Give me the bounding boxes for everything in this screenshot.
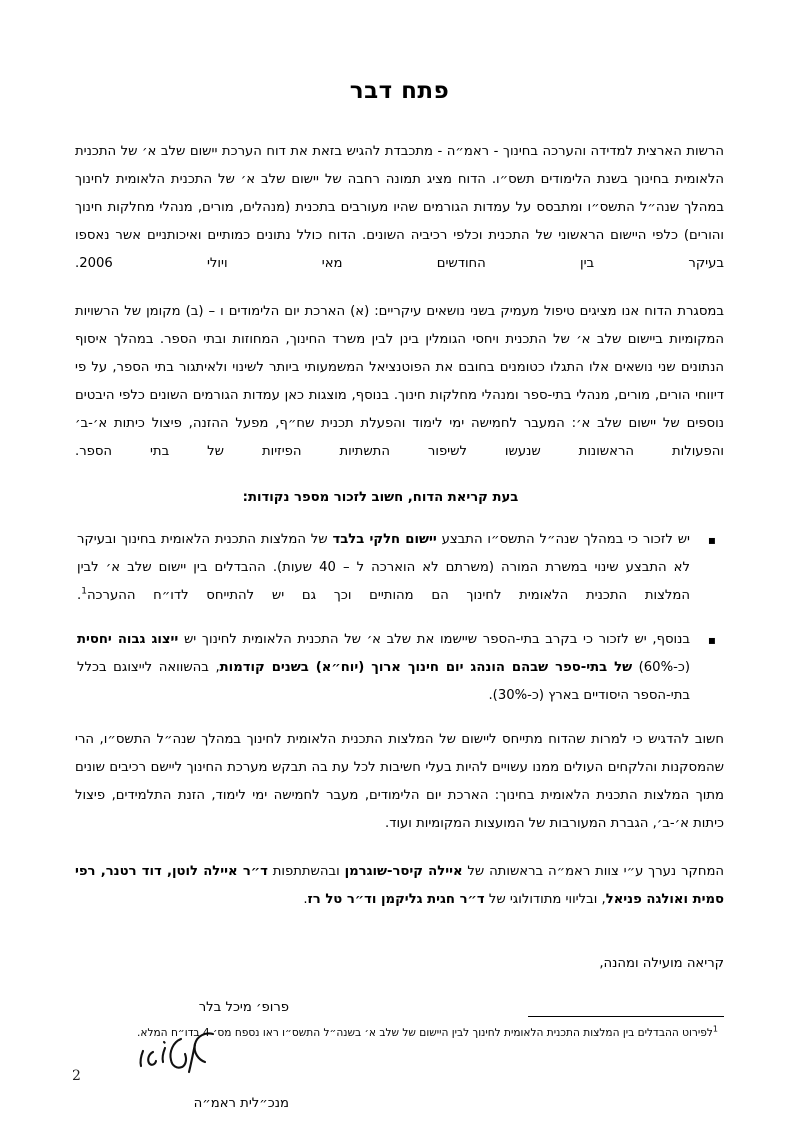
body-text: ובהשתתפות — [267, 864, 345, 879]
page-number: 2 — [72, 1068, 81, 1084]
footnote-separator — [528, 1016, 724, 1017]
closing-greeting-row — [75, 950, 724, 978]
page-title: פתח דבר — [349, 78, 450, 104]
emphasis-text: ייצוג גבוה יחסית — [77, 632, 179, 647]
emphasis-text: ד״ר איילה לוטן, דוד רטנר, רפי סמית ואולגה פניאל — [75, 864, 724, 907]
footnote-body: לפירוט ההבדלים בין המלצות התכנית הלאומית לחינוך לבין היישום של שלב א׳ בשנה״ל התשס״ו ראו נספח מס׳ 4 בדו״ח המלא. — [137, 1027, 713, 1039]
note-heading: בעת קריאת הדוח, חשוב לזכור מספר נקודות: — [242, 490, 519, 505]
body-text: , בהשוואה לייצוגם בכלל בתי-הספר היסודיים בארץ (כ-30%). — [77, 660, 690, 703]
list-item — [75, 626, 724, 710]
paragraph-intro: הרשות הארצית למדידה והערכה בחינוך - ראמ״ה - מתכבדת להגיש בזאת את דוח הערכת יישום שלב א׳ של התכנית הלאומית בחינוך בשנת הלימודים תשס״ו. הדוח מציג תמונה רחבה של יישום שלב א׳ של התכנית הלאומית לחינוך במהלך שנה״ל התשס״ו ומתבסס על עמדות הגורמים שהיו מעורבים בתכנית (מנהלים, מורים, מנהלי מחלקות חינוך והורים) כלפי היישום הראשוני של התכנית וכלפי רכיביה השונים. הדוח כולל נתונים כמותיים ואיכותניים אשר נאספו בעיקר בין החודשים מאי ויולי 2006. — [75, 144, 724, 271]
signer-role: מנכ״לית ראמ״ה — [193, 1096, 289, 1111]
body-text: המחקר נערך ע״י צוות ראמ״ה בראשותה של — [462, 864, 725, 879]
list-item — [75, 526, 724, 610]
paragraph-research-team — [75, 858, 724, 914]
footnote-area — [75, 1016, 724, 1132]
footnote-reference[interactable]: 1 — [81, 586, 87, 597]
key-points-list — [75, 526, 724, 710]
body-text: של המלצות התכנית הלאומית בחינוך ובעיקר לא התבצע שינוי במשרת המורה (משרתם לא הוארכה ל – 40 שעות). ההבדלים בין יישום שלב א׳ לבין המלצות התכנית הלאומית לחינוך הם מהותיים וכך גם יש להתייחס לדו״ח ההערכה — [77, 532, 690, 603]
emphasis-text: של בתי-ספר שבהם הונהג יום חינוך ארוך (יוח״א) בשנים קודמות — [219, 660, 633, 675]
body-text: יש לזכור כי במהלך שנה״ל התשס״ו התבצע — [436, 532, 691, 547]
footnote-text — [75, 1025, 724, 1041]
page-content — [75, 0, 724, 1118]
body-text: בנוסף, יש לזכור כי בקרב בתי-הספר שיישמו את שלב א׳ של התכנית הלאומית לחינוך יש — [178, 632, 691, 647]
closing-greeting: קריאה מועילה ומהנה, — [599, 956, 724, 971]
paragraph-conclusions: חשוב להדגיש כי למרות שהדוח מתייחס ליישום של המלצות התכנית הלאומית לחינוך במהלך שנה״ל התשס״ו, הרי שהמסקנות והלקחים העולים ממנו עשויים להיות בעלי חשיבות לכל עת בה תבקש מערכת החינוך ליישם רכיבים שונים מתוך המלצות התכנית הלאומית בחינוך: הארכת יום הלימודים, מעבר לחמישה ימי לימוד, הזנת התלמידים, פיצול כיתות א׳-ב׳, הגברת המעורבות של המועצות המקומיות ועוד. — [75, 732, 724, 831]
emphasis-text: ד״ר חגית גליקמן וד״ר טל רז — [307, 892, 485, 907]
footnote-separator-wrap — [75, 1016, 724, 1017]
emphasis-text: יישום חלקי בלבד — [332, 532, 437, 547]
body-text: , ובליווי מתודולוגי של — [484, 892, 606, 907]
paragraph-scope: במסגרת הדוח אנו מציגים טיפול מעמיק בשני נושאים עיקריים: (א) הארכת יום הלימודים ו – (ב) מקומן של הרשויות המקומיות ביישום שלב א׳ של התכנית ויחסי הגומלין בינן לבין משרד החינוך, המחוזות ובתי הספר. במהלך איסוף הנתונים שני נושאים אלו התגלו כטומנים בחובם את הפוטנציאל המשמעותי ביותר לשינוי ולאיתגור בתי הספר, על פי דיווחי הורים, מורים, מנהלי בתי-ספר ומנהלי מחלקות חינוך. בנוסף, מוצגות כאן עמדות הגורמים השונים כלפי היבטים נוספים של יישום שלב א׳: המעבר לחמישה ימי לימוד והפעלת תכנית שח״ף, מפעל ההזנה, פיצול כיתות א׳-ב׳ והפעולות הראשונות שנעשו לשיפור התשתיות הפיזיות של בתי הספר. — [75, 304, 724, 459]
body-text: . — [77, 588, 82, 603]
body-text: . — [303, 892, 308, 907]
emphasis-text: איילה קיסר-שוגרמן — [344, 864, 463, 879]
footnote-marker: 1 — [712, 1024, 718, 1034]
body-text: (כ-60%) — [632, 660, 690, 675]
signer-name: פרופ׳ מיכל בלר — [198, 1000, 289, 1015]
